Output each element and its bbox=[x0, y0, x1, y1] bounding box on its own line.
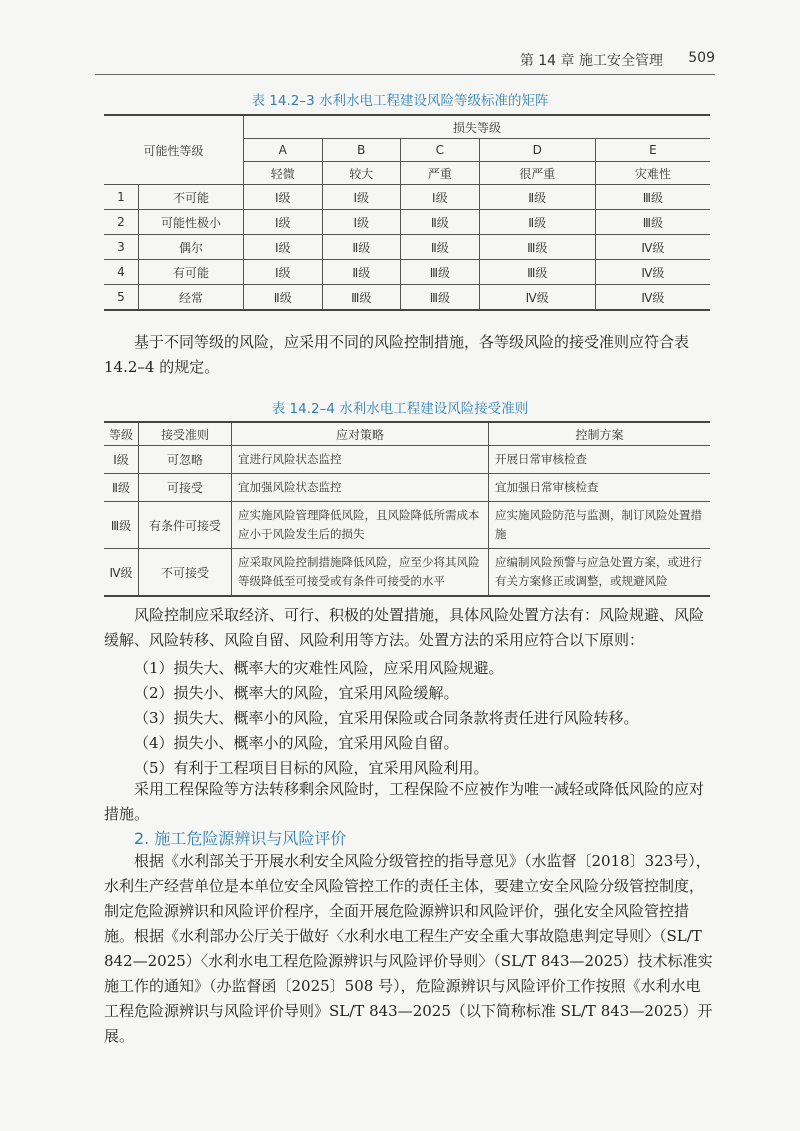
table2-caption: 表 14.2–4 水利水电工程建设风险接受准则 bbox=[271, 401, 529, 417]
risk-cell: Ⅰ级 bbox=[244, 235, 323, 260]
table-row bbox=[104, 285, 710, 311]
risk-cell: Ⅱ级 bbox=[479, 185, 595, 210]
risk-cell: Ⅲ级 bbox=[479, 260, 595, 285]
risk-cell: Ⅳ级 bbox=[595, 235, 710, 260]
risk-level: Ⅲ级 bbox=[104, 502, 139, 549]
risk-cell: Ⅰ级 bbox=[244, 210, 323, 235]
risk-cell: Ⅰ级 bbox=[322, 210, 401, 235]
risk-level: Ⅱ级 bbox=[104, 474, 139, 502]
table-row bbox=[104, 502, 710, 549]
page-header bbox=[95, 48, 715, 75]
table1-loss-name: 轻微 bbox=[244, 162, 323, 185]
response-strategy: 宜进行风险状态监控 bbox=[232, 446, 489, 474]
risk-cell: Ⅱ级 bbox=[401, 210, 480, 235]
paragraph-hazard-identification: 根据《水利部关于开展水利安全风险分级管控的指导意见》（水监督〔2018〕323号），水利生产经营单位是本单位安全风险管控工作的责任主体，要建立安全风险分级管控制度，制定危险源辨识和风险评价程序，全面开展危险源辨识和风险评价，强化安全风险管控措施。根据《水利部办公厅关于做好〈水利水电工程生产安全重大事故隐患判定导则〉（SL/T 842—2025）〈水利水电工程危险源辨识与风险评价导则〉（SL/T 843—2025）技术标准实施工作的通知》（办监督函〔2025〕508 号），危险源辨识与风险评价工作按照《水利水电工程危险源辨识与风险评价导则》SL/T 843—2025（以下简称标准 SL/T 843—2025）开展。 bbox=[104, 852, 713, 1045]
risk-cell: Ⅱ级 bbox=[401, 235, 480, 260]
risk-acceptance-table bbox=[104, 421, 710, 597]
risk-cell: Ⅲ级 bbox=[479, 235, 595, 260]
risk-cell: Ⅰ级 bbox=[401, 185, 480, 210]
response-strategy: 宜加强风险状态监控 bbox=[232, 474, 489, 502]
risk-cell: Ⅳ级 bbox=[595, 285, 710, 311]
table2-header: 控制方案 bbox=[489, 422, 711, 446]
risk-cell: Ⅱ级 bbox=[322, 235, 401, 260]
table2-header: 接受准则 bbox=[139, 422, 232, 446]
likelihood-name: 经常 bbox=[139, 285, 244, 311]
risk-cell: Ⅲ级 bbox=[595, 210, 710, 235]
response-strategy: 应实施风险管理降低风险，且风险降低所需成本应小于风险发生后的损失 bbox=[232, 502, 489, 549]
risk-cell: Ⅳ级 bbox=[595, 260, 710, 285]
table1-loss-letter: A bbox=[244, 139, 323, 162]
table1-loss-letter: D bbox=[479, 139, 595, 162]
table1-loss-letter: C bbox=[401, 139, 480, 162]
risk-cell: Ⅳ级 bbox=[479, 285, 595, 311]
likelihood-name: 偶尔 bbox=[139, 235, 244, 260]
paragraph-acceptance-intro: 基于不同等级的风险，应采用不同的风险控制措施，各等级风险的接受准则应符合表 14.2–4 的规定。 bbox=[104, 333, 690, 376]
likelihood-name: 不可能 bbox=[139, 185, 244, 210]
chapter-title: 第 14 章 施工安全管理 bbox=[519, 53, 663, 69]
risk-cell: Ⅲ级 bbox=[595, 185, 710, 210]
paragraph-risk-control: 风险控制应采取经济、可行、积极的处置措施，具体风险处置方法有：风险规避、风险缓解、风险转移、风险自留、风险利用等方法。处置方法的采用应符合以下原则： bbox=[104, 606, 705, 649]
table1-loss-letter: E bbox=[595, 139, 710, 162]
control-plan: 开展日常审核检查 bbox=[489, 446, 711, 474]
control-plan: 应编制风险预警与应急处置方案，或进行有关方案修正或调整，或规避风险 bbox=[489, 549, 711, 597]
table-row bbox=[104, 549, 710, 597]
risk-cell: Ⅲ级 bbox=[401, 285, 480, 311]
table-row bbox=[104, 210, 710, 235]
table1-corner-label: 可能性等级 bbox=[104, 115, 244, 185]
acceptance-criterion: 有条件可接受 bbox=[139, 502, 232, 549]
table2-header: 应对策略 bbox=[232, 422, 489, 446]
risk-cell: Ⅲ级 bbox=[401, 260, 480, 285]
likelihood-name: 有可能 bbox=[139, 260, 244, 285]
table-row bbox=[104, 446, 710, 474]
list-item: （2）损失小、概率大的风险，宜采用风险缓解。 bbox=[134, 684, 459, 702]
table1-loss-name: 较大 bbox=[322, 162, 401, 185]
row-number: 2 bbox=[104, 210, 139, 235]
table-row bbox=[104, 260, 710, 285]
list-item: （1）损失大、概率大的灾难性风险，应采用风险规避。 bbox=[134, 659, 504, 677]
acceptance-criterion: 可忽略 bbox=[139, 446, 232, 474]
table-row bbox=[104, 235, 710, 260]
row-number: 3 bbox=[104, 235, 139, 260]
risk-cell: Ⅰ级 bbox=[244, 260, 323, 285]
table-row bbox=[104, 474, 710, 502]
risk-cell: Ⅲ级 bbox=[322, 285, 401, 311]
acceptance-criterion: 可接受 bbox=[139, 474, 232, 502]
paragraph-insurance: 采用工程保险等方法转移剩余风险时，工程保险不应被作为唯一减轻或降低风险的应对措施。 bbox=[104, 780, 705, 823]
risk-cell: Ⅱ级 bbox=[322, 260, 401, 285]
risk-matrix-table bbox=[104, 114, 710, 311]
table1-loss-name: 灾难性 bbox=[595, 162, 710, 185]
risk-cell: Ⅱ级 bbox=[479, 210, 595, 235]
section-heading: 2. 施工危险源辨识与风险评价 bbox=[134, 829, 347, 848]
list-item: （5）有利于工程项目目标的风险，宜采用风险利用。 bbox=[134, 759, 489, 777]
risk-cell: Ⅰ级 bbox=[244, 185, 323, 210]
table-row bbox=[104, 185, 710, 210]
list-item: （3）损失大、概率小的风险，宜采用保险或合同条款将责任进行风险转移。 bbox=[134, 709, 639, 727]
row-number: 4 bbox=[104, 260, 139, 285]
risk-level: Ⅰ级 bbox=[104, 446, 139, 474]
table1-loss-letter: B bbox=[322, 139, 401, 162]
list-item: （4）损失小、概率小的风险，宜采用风险自留。 bbox=[134, 734, 459, 752]
risk-cell: Ⅱ级 bbox=[244, 285, 323, 311]
table1-loss-label: 损失等级 bbox=[244, 115, 711, 139]
row-number: 1 bbox=[104, 185, 139, 210]
row-number: 5 bbox=[104, 285, 139, 311]
acceptance-criterion: 不可接受 bbox=[139, 549, 232, 597]
risk-cell: Ⅰ级 bbox=[322, 185, 401, 210]
page-number: 509 bbox=[688, 50, 715, 66]
table2-header: 等级 bbox=[104, 422, 139, 446]
table1-loss-name: 严重 bbox=[401, 162, 480, 185]
response-strategy: 应采取风险控制措施降低风险，应至少将其风险等级降低至可接受或有条件可接受的水平 bbox=[232, 549, 489, 597]
control-plan: 宜加强日常审核检查 bbox=[489, 474, 711, 502]
table1-loss-name: 很严重 bbox=[479, 162, 595, 185]
table1-caption: 表 14.2–3 水利水电工程建设风险等级标准的矩阵 bbox=[251, 93, 549, 109]
control-plan: 应实施风险防范与监测，制订风险处置措施 bbox=[489, 502, 711, 549]
likelihood-name: 可能性极小 bbox=[139, 210, 244, 235]
risk-level: Ⅳ级 bbox=[104, 549, 139, 597]
